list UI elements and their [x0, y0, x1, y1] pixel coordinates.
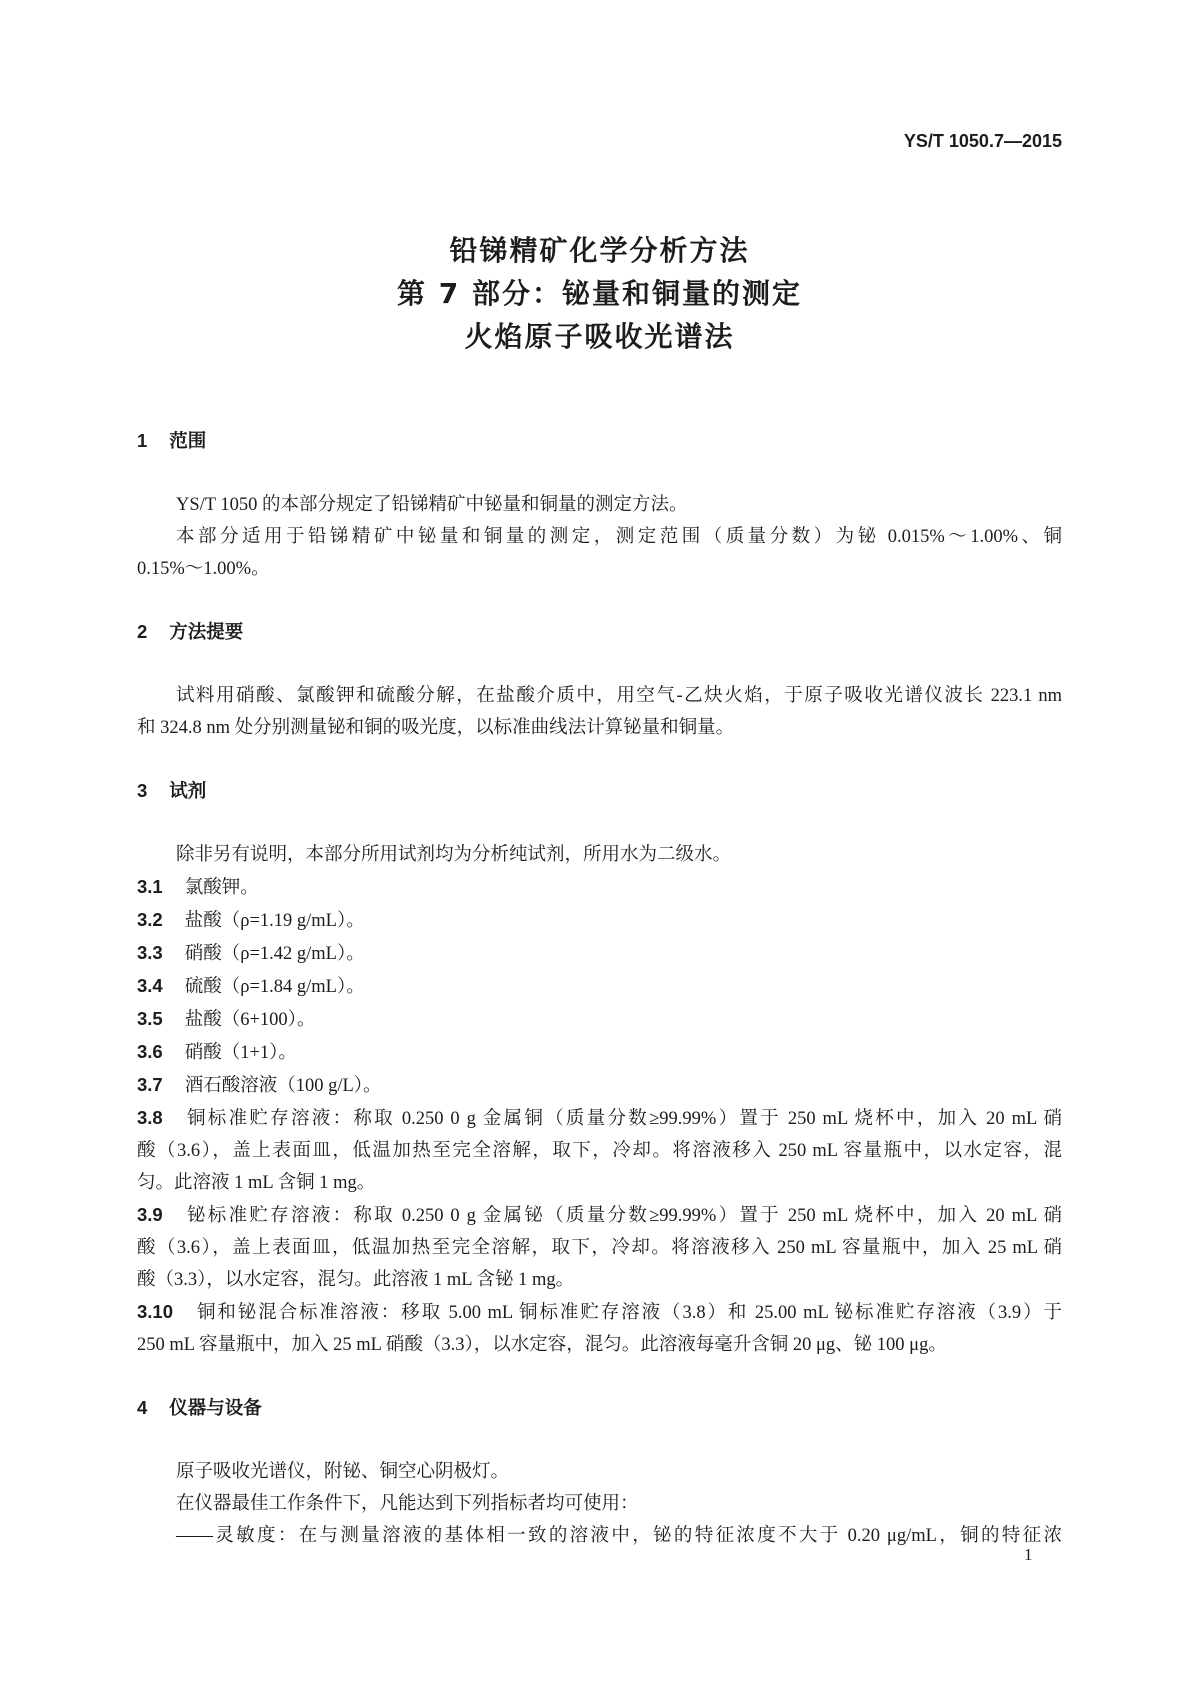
item-line: [137, 1102, 1062, 1135]
section-reagents: [137, 775, 1062, 1361]
item-text: 硫酸（ρ=1.84 g/mL）。: [184, 977, 365, 997]
reagent-item: [137, 1199, 1062, 1296]
section-heading-text: 试剂: [169, 781, 207, 802]
item-number: 3.1: [137, 876, 163, 897]
section-apparatus: [137, 1392, 1062, 1552]
section-number: 3: [137, 780, 148, 801]
paragraph-line: 原子吸收光谱仪，附铋、铜空心阴极灯。: [176, 1462, 510, 1482]
item-number: 3.4: [137, 975, 163, 996]
item-number: 3.9: [137, 1204, 163, 1225]
item-text: 铜和铋混合标准溶液：移取 5.00 mL 铜标准贮存溶液（3.8）和 25.00 mL 铋标准贮存溶液（3.9）于: [195, 1303, 1062, 1323]
section-heading: [137, 616, 1062, 649]
item-text: 铋标准贮存溶液：称取 0.250 0 g 金属铋（质量分数≥99.99%）置于 250 mL 烧杯中，加入 20 mL 硝: [184, 1206, 1062, 1226]
section-heading-text: 范围: [169, 431, 207, 452]
item-number: 3.3: [137, 942, 163, 963]
paragraph-line: 试料用硝酸、氯酸钾和硫酸分解，在盐酸介质中，用空气-乙炔火焰，于原子吸收光谱仪波长 223.1 nm: [176, 686, 1062, 706]
reagent-item: [137, 970, 1062, 1003]
section-heading-text: 方法提要: [169, 622, 244, 643]
section-number: 4: [137, 1397, 148, 1418]
item-line: 酸（3.6），盖上表面皿，低温加热至完全溶解，取下，冷却。将溶液移入 250 mL 容量瓶中，加入 25 mL 硝: [137, 1238, 1062, 1258]
item-number: 3.8: [137, 1107, 163, 1128]
item-number: 3.6: [137, 1041, 163, 1062]
reagent-item: [137, 1296, 1062, 1361]
item-number: 3.10: [137, 1301, 174, 1322]
item-text: 酒石酸溶液（100 g/L）。: [184, 1076, 382, 1096]
standard-number: YS/T 1050.7—2015: [903, 131, 1062, 151]
reagent-item: [137, 904, 1062, 937]
item-number: 3.2: [137, 909, 163, 930]
section-method-summary: [137, 616, 1062, 744]
section-heading: [137, 425, 1062, 458]
item-line: 酸（3.3），以水定容，混匀。此溶液 1 mL 含铋 1 mg。: [137, 1270, 575, 1290]
section-number: 2: [137, 621, 148, 642]
section-scope: [137, 425, 1062, 585]
section-number: 1: [137, 430, 148, 451]
reagent-item: [137, 871, 1062, 904]
paragraph-line: 0.15%～1.00%。: [137, 559, 270, 579]
paragraph-line: 本部分适用于铅锑精矿中铋量和铜量的测定，测定范围（质量分数）为铋 0.015%～1.00%、铜: [176, 527, 1062, 547]
paragraph-line: 和 324.8 nm 处分别测量铋和铜的吸光度，以标准曲线法计算铋量和铜量。: [137, 718, 735, 738]
item-line: [137, 1296, 1062, 1329]
item-number: 3.7: [137, 1074, 163, 1095]
paragraph-line: ——灵敏度：在与测量溶液的基体相一致的溶液中，铋的特征浓度不大于 0.20 μg/mL，铜的特征浓: [176, 1526, 1062, 1546]
item-text: 硝酸（ρ=1.42 g/mL）。: [184, 944, 365, 964]
item-text: 盐酸（6+100）。: [184, 1010, 316, 1030]
reagent-item: [137, 937, 1062, 970]
item-text: 氯酸钾。: [184, 878, 259, 898]
item-text: 铜标准贮存溶液：称取 0.250 0 g 金属铜（质量分数≥99.99%）置于 250 mL 烧杯中，加入 20 mL 硝: [184, 1109, 1062, 1129]
reagent-item: [137, 1102, 1062, 1199]
item-line: 酸（3.6），盖上表面皿，低温加热至完全溶解，取下，冷却。将溶液移入 250 mL 容量瓶中，以水定容，混: [137, 1141, 1062, 1161]
paragraph-line: 除非另有说明，本部分所用试剂均为分析纯试剂，所用水为二级水。: [176, 845, 732, 865]
item-text: 硝酸（1+1）。: [184, 1043, 297, 1063]
title-line-2: 第 7 部分：铋量和铜量的测定: [397, 277, 802, 310]
reagent-item: [137, 1036, 1062, 1069]
item-text: 盐酸（ρ=1.19 g/mL）。: [184, 911, 365, 931]
page-number: 1: [1024, 1545, 1033, 1564]
title-line-1: 铅锑精矿化学分析方法: [449, 234, 750, 267]
item-line: 匀。此溶液 1 mL 含铜 1 mg。: [137, 1173, 376, 1193]
section-heading: [137, 1392, 1062, 1425]
document-title: [137, 229, 1062, 358]
section-heading-text: 仪器与设备: [169, 1398, 262, 1419]
document-body: [137, 425, 1062, 1552]
reagent-item: [137, 1069, 1062, 1102]
section-heading: [137, 775, 1062, 808]
item-line: [137, 1199, 1062, 1232]
title-line-3: 火焰原子吸收光谱法: [464, 320, 735, 353]
paragraph-line: YS/T 1050 的本部分规定了铅锑精矿中铋量和铜量的测定方法。: [176, 495, 688, 515]
item-line: 250 mL 容量瓶中，加入 25 mL 硝酸（3.3），以水定容，混匀。此溶液每毫升含铜 20 μg、铋 100 μg。: [137, 1335, 947, 1355]
paragraph-line: 在仪器最佳工作条件下，凡能达到下列指标者均可使用：: [176, 1494, 639, 1514]
reagent-item: [137, 1003, 1062, 1036]
item-number: 3.5: [137, 1008, 163, 1029]
